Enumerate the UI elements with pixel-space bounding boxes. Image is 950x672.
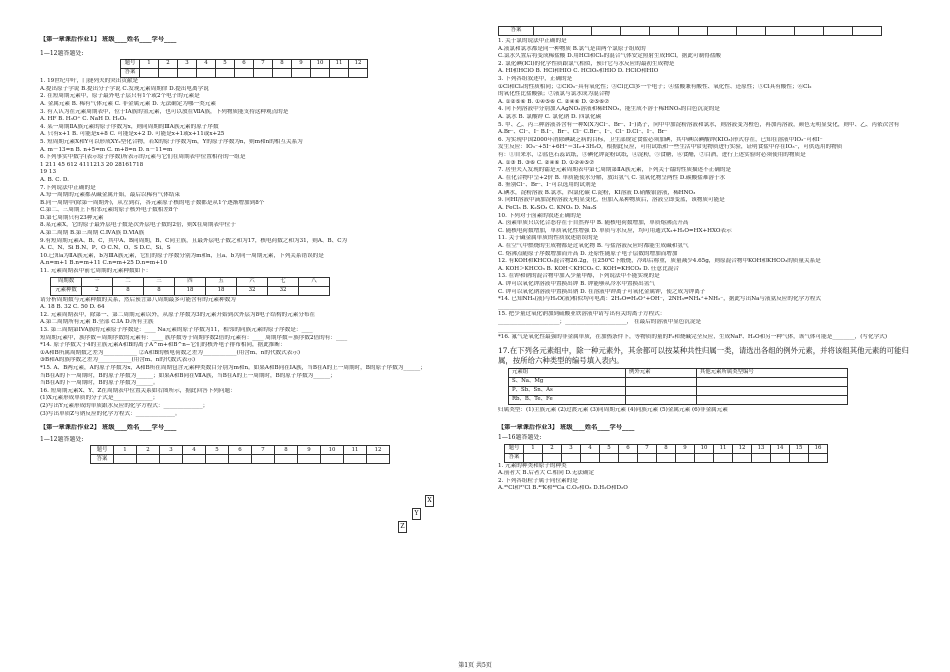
- period-table-cell: 2: [82, 286, 113, 295]
- hw2-answer-cell[interactable]: [367, 455, 390, 464]
- hw3-table-header-cell: 16: [809, 444, 828, 453]
- q17-answer-cell[interactable]: [696, 386, 847, 395]
- question-line: ①A和B所属周期数之差为____________ ②A和B的核电荷数之差为____________(用含m、n的代数式表示): [40, 349, 301, 356]
- right-questions: [498, 38, 916, 342]
- hw1-table-header-cell: 12: [349, 60, 368, 69]
- top-answer-cell[interactable]: [563, 27, 592, 36]
- hw2-table-header-cell: 1: [114, 446, 137, 455]
- hw3-answer-cell[interactable]: [562, 453, 581, 462]
- question-line: 13. 在钾和钠的混合物中加入少量甲醇，下列说法中不能实现的是: [498, 273, 660, 280]
- hw3-answer-cell[interactable]: [600, 453, 619, 462]
- question-line: 10.已知a为ⅡA族元素，b为ⅢA族元素，它们的原子序数分别为m和n，且a、b为同一周期元素，下列关系错误的是: [40, 252, 324, 259]
- hw2-table-header-cell: 8: [275, 446, 298, 455]
- question-line: C. 随核电荷数增加，单质氧化性增强 D. 单质与水反应，均可用通式X₂+H₂O=HX+HXO表示: [498, 227, 732, 234]
- element-box-z: Z: [398, 521, 407, 533]
- question-line: A. 氯水 B. 氯酸钾 C. 氯化钠 D. 四氯化碳: [498, 113, 602, 120]
- hw3-answer-cell[interactable]: [676, 453, 695, 462]
- hw3-answer-cell[interactable]: [581, 453, 600, 462]
- question-line: (3)写出单质Z与钠反应的化学方程式：______________。: [40, 410, 181, 417]
- hw2-answer-cell[interactable]: [160, 455, 183, 464]
- period-table-cell: [299, 286, 330, 295]
- period-table-cell: 18: [206, 286, 237, 295]
- question-line: 1. 关于氯的说法中正确的是: [498, 38, 567, 44]
- period-table-cell: 8: [144, 286, 175, 295]
- hw3-table-header-cell: 15: [790, 444, 809, 453]
- hw2-header: 【第一章课后作业2】 班级____姓名____学号____: [40, 424, 177, 432]
- top-answer-cell[interactable]: [592, 27, 621, 36]
- question-line: 11. 关于碱金属单质的性质叙述错误的是: [498, 235, 599, 242]
- question-line: ③B和A的族序数之差为____________(用含m、n的代数式表示): [40, 357, 196, 364]
- hw2-table-header-cell: 9: [298, 446, 321, 455]
- hw1-answer-label: 答案: [121, 69, 140, 78]
- question-line: 4. 某一周期ⅡA族元素的原子序数为x，则同周期的ⅢA族元素的原子序数: [40, 123, 219, 130]
- hw1-table-header-cell: 题号: [121, 60, 140, 69]
- q17-table-header-cell: 例外元素: [626, 368, 697, 377]
- hw3-answer-cell[interactable]: [695, 453, 714, 462]
- question-line: 13. 第三周期第IVA族的元素原子序数是：____ Na元素的原子序数为11，相邻的同族元素的原子序数是：____: [40, 327, 313, 333]
- hw3-table-header-cell: 10: [695, 444, 714, 453]
- hw2-answer-cell[interactable]: [252, 455, 275, 464]
- hw1-table-header-cell: 2: [159, 60, 178, 69]
- question-17: 17.在下列各元素组中，除一种元素外，其余都可以按某种共性归属一类，请选出各组的例外元素，并将该组其他元素的可能归属，按所给六种类型的编号填入表内。: [498, 345, 909, 365]
- hw1-answer-cell[interactable]: [330, 69, 349, 78]
- question-line: ________________________________________: [498, 303, 610, 310]
- hw3-answer-cell[interactable]: [714, 453, 733, 462]
- q17-table-row: [509, 377, 848, 386]
- top-answer-cell[interactable]: [621, 27, 650, 36]
- hw2-answer-title: 1—12题答题处:: [40, 435, 84, 443]
- hw3-table-header-cell: 7: [638, 444, 657, 453]
- q17-table-header-cell: 元素组: [509, 368, 626, 377]
- question-line: 12. 有KOH和KHCO₃混合物26.2g，在250℃下煅烧，冷却后称重，质量减少4.65g，则原混合物中KOH和KHCO₃的质量关系是: [498, 258, 821, 265]
- question-line: ____________________: [498, 326, 554, 333]
- period-table-header-cell: 一: [82, 277, 113, 286]
- hw2-answer-label: 答案: [91, 455, 114, 464]
- question-line: 9.有短周期元素A、B、C，其中A、B同周期，B、C同主族，且最外层电子数之和为17，核电荷数之和为31，则A、B、C为: [40, 237, 348, 244]
- hw3-table-header-cell: 12: [733, 444, 752, 453]
- hw1-answer-cell[interactable]: [140, 69, 159, 78]
- hw1-table-header-cell: 8: [273, 60, 292, 69]
- question-line: C.第二、三周期上下相邻元素的原子核外电子数相差8个: [40, 207, 179, 214]
- question-line: 5. 甲、乙、丙三种溶液各含有一种X(X为Cl⁻、Br⁻、I⁻)离子，向甲中加淀粉溶液和氯水，则溶液变为橙色，再加丙溶液，颜色无明显变化，则甲、乙、丙依次含有: [498, 121, 900, 128]
- hw3-answer-cell[interactable]: [657, 453, 676, 462]
- hw3-header: 【第一章课后作业3】 班级____姓名____学号____: [498, 424, 635, 432]
- hw1-questions: [40, 78, 456, 275]
- hw2-answer-table: [90, 445, 390, 464]
- question-line: 2. 氯化碘(ICl)的化学性质跟氯气相似，预计它与水反应的最初生成物是: [498, 60, 675, 67]
- question-line: 当B在A的下一周期时，B的原子序数为______；如果A和B同在ⅦA族，当B在A的上一周期时，B的原子序数为______；: [40, 372, 336, 379]
- question-line: A. B. C. D.: [40, 176, 69, 183]
- question-line: 15. 把少量过氧化钠加到硫酸亚铁溶液中请写出有关的离子方程式：: [498, 311, 666, 318]
- question-line: A. 金属元素 B. 稀有气体元素 C. 非金属元素 D. 无法确定为哪一类元素: [40, 100, 216, 107]
- question-line: 3. 下列各组叙述中，正确的是: [498, 75, 573, 82]
- question-line: A. m－13=n B. n+5=m C. m+8=n D. n－11=m: [40, 146, 173, 153]
- top-answer-cell[interactable]: [853, 27, 882, 36]
- hw1-answer-cell[interactable]: [254, 69, 273, 78]
- hw3-answer-cell[interactable]: [809, 453, 828, 462]
- question-line: 当B在A的下一周期时，B的原子序数为______。: [40, 380, 159, 387]
- hw1-header: 【第一章课后作业1】 班级____姓名____学号____: [40, 36, 177, 43]
- hw2-answer-cell[interactable]: [137, 455, 160, 464]
- period-table-cell: 元素种数: [51, 286, 82, 295]
- hw3-table-header-cell: 5: [600, 444, 619, 453]
- question-line: A.第二周期 B.第三周期 C.ⅣA族 D.ⅥA族: [40, 230, 145, 237]
- right-column: [498, 0, 916, 493]
- hw1-table-header-cell: 5: [216, 60, 235, 69]
- hw3-table-header-cell: 6: [619, 444, 638, 453]
- top-answer-cell[interactable]: [737, 27, 766, 36]
- hw2-table-header-cell: 题号: [91, 446, 114, 455]
- hw3-table-header-cell: 3: [562, 444, 581, 453]
- top-answer-row: [498, 26, 882, 36]
- hw3-answer-cell[interactable]: [638, 453, 657, 462]
- top-answer-cell[interactable]: [766, 27, 795, 36]
- hw3-table-header-cell: 题号: [505, 444, 524, 453]
- question-line: (2)写出Y元素形成的单质跟水反应的化学方程式：______________；: [40, 402, 209, 409]
- hw1-answer-cell[interactable]: [178, 69, 197, 78]
- q17-element-group: P、Sb、Sn、As: [509, 386, 626, 395]
- hw1-table-header-cell: 10: [311, 60, 330, 69]
- period-table-header-cell: 八: [299, 277, 330, 286]
- question-line: *14. 已知NH₃(液)与H₂O(液)相似均可电离：2H₂O⇌H₃O⁺+OH⁻，2NH₃⇌NH₄⁺+NH₂⁻，据此写出Na与液氨反应的化学方程式: [498, 296, 821, 303]
- question-line: 4. 向下列溶液中分别加入AgNO₃溶液和稀HNO₃，能生成不溶于稀HNO₃的白色沉淀的是: [498, 106, 720, 113]
- hw3-answer-table: [504, 444, 828, 463]
- page-footer: 第1页 共5页: [458, 662, 492, 669]
- question-line: A.³⁵Cl和³⁷Cl B.⁴⁰K和⁴⁰Ca C.O₂和O₃ D.H₂O和D₂O: [498, 485, 628, 492]
- hw2-table-header-cell: 3: [160, 446, 183, 455]
- question-line: (1)X元素形成单质的分子式是______________；: [40, 395, 159, 402]
- top-answer-label: 答案: [499, 27, 534, 36]
- q17-answer-cell[interactable]: [626, 386, 697, 395]
- hw3-answer-cell[interactable]: [524, 453, 543, 462]
- question-line: A.第二周期所有元素 B.全部 C.IA D.所有主族: [40, 319, 154, 326]
- question-line: 2. 下列各组粒子属于同位素的是: [498, 477, 578, 484]
- question-line: *14. 原子序数大于4的主族元素A和B的离子A^m+和B^n−它们的核外电子排布相同，据此推断：: [40, 342, 286, 349]
- hw1-answer-cell[interactable]: [159, 69, 178, 78]
- period-table-header-cell: 四: [175, 277, 206, 286]
- hw2-answer-cell[interactable]: [229, 455, 252, 464]
- q17-answer-cell[interactable]: [626, 377, 697, 386]
- question-line: A. 在化合物中呈+2价 B. 单质能使水分解，放出氢气 C. 氢氧化物呈两性 D.碳酸盐难溶于水: [498, 174, 726, 181]
- hw1-table-header-cell: 4: [197, 60, 216, 69]
- question-line: ①Cl和Cl₂的性质相同；②ClO₃⁻具有氧化性；③Cl比Cl多一个电子；④盐酸兼有酸性、氧化性、还原性；⑤Cl具有酸性；⑥Cl₂: [498, 83, 812, 90]
- question-line: 11. 元素周期表中前七周期的元素种数如下：: [40, 268, 152, 275]
- question-line: 10. 下列对于卤素的叙述正确的是: [498, 212, 582, 219]
- hw3-answer-label: 答案: [505, 453, 524, 462]
- question-line: *16. 氟气是氧化性最强的非金属单质，在加热条件下，等物质的量的F₂和烧碱完全反应，生成NaF、H₂O和另一种气体，该气体可能是________，(写化学式): [498, 334, 887, 341]
- question-line: 8. 鉴别Cl⁻、Br⁻、I⁻可以选用的试剂是: [498, 182, 597, 189]
- question-line: 19 13: [40, 169, 57, 176]
- question-line: A. HF B. H₃O⁺ C. NaH D. H₂O₂: [40, 116, 127, 123]
- period-table: [50, 277, 330, 296]
- question-line: *15. A、B两元素，A的原子序数为x，A和B所在周期包含元素种类数目分别为m和n。如果A和B同在IA族，当B在A的上一周期时，B的原子序数为______；: [40, 364, 426, 371]
- hw1-table-header-cell: 11: [330, 60, 349, 69]
- hw1-table-header-cell: 6: [235, 60, 254, 69]
- hw3-questions: [498, 463, 916, 493]
- hw3-answer-cell[interactable]: [543, 453, 562, 462]
- question-line: D.第七周期只有23种元素: [40, 214, 104, 221]
- top-answer-cell[interactable]: [795, 27, 824, 36]
- question-line: A. 18 B. 32 C. 50 D. 64: [40, 304, 105, 311]
- question-line: 请分析周期数与元素种数的关系，然后预言第八周期最多可能含有的元素种数为: [40, 296, 236, 303]
- hw1-answer-cell[interactable]: [273, 69, 292, 78]
- question-line: 3. 有人认为在元素周期表中，位于ⅠA族的氢元素，也可以放在ⅦA族，下列物质能支持这种观点的是: [40, 108, 289, 115]
- hw2-table-header-cell: 11: [344, 446, 367, 455]
- question-line: C.氯水久置后将变成稀盐酸 D.用HCl和Cl₂的混合气体安定照射生成HCl，据此可制得盐酸: [498, 53, 721, 60]
- question-line: A. FeCl₃ B. K₂SO₃ C. KNO₃ D. Na₂S: [498, 205, 597, 212]
- hw1-table-header-cell: 3: [178, 60, 197, 69]
- question-line: A.前者大 B.后者大 C.相同 D.无法确定: [498, 470, 595, 477]
- question-line: A.液氯和氯水都是同一种物质 B.氯气是由两个氯原子组成的: [498, 45, 646, 52]
- hw2-table-header-cell: 5: [206, 446, 229, 455]
- hw2-answer-cell[interactable]: [344, 455, 367, 464]
- hw3-answer-cell[interactable]: [619, 453, 638, 462]
- period-table-cell: 32: [237, 286, 268, 295]
- hw3-table-header-cell: 4: [581, 444, 600, 453]
- question-line: 8.某元素X，它的原子最外层电子数是次外层电子数的2倍，则X在周期表中位于: [40, 222, 236, 229]
- question-line: 的氧化性比盐酸强；⑦液氯与氯水成为混合物: [498, 91, 610, 98]
- question-line: A. 在空气中燃烧的生成物都是过氧化物 B. 与盐溶液反应时都能生成碱和氢气: [498, 243, 689, 250]
- question-line: 6. 为实现中国2000年消除碘缺乏病的目标，卫生部规定食盐必须加碘，其中碘以碘酸钾(KIO₃)形式存在，已知在溶液中IO₃⁻可和I⁻: [498, 136, 823, 143]
- hw3-table-header-cell: 1: [524, 444, 543, 453]
- period-table-header-cell: 七: [268, 277, 299, 286]
- period-table-header-cell: 二: [113, 277, 144, 286]
- q17-types: 归属类型：(1)主族元素 (2)过渡元素 (3)同周期元素 (4)同族元素 (5)金属元素 (6)非金属元素: [498, 406, 728, 413]
- question-line: A. C、N、Si B.N、P、O C.N、O、S D.C、Si、S: [40, 245, 171, 252]
- hw2-answer-cell[interactable]: [275, 455, 298, 464]
- question-line: 6.下列事实中数字(表示原子序数)所表示的元素与它们在周期表中位置相符的一组是: [40, 154, 246, 161]
- question-line: C. 钾可以氧化钠溶液中置换出钠 D. 在溶液中钾离子可氧化金属钾，使之成为钾离子: [498, 288, 706, 295]
- hw1-table-header-cell: 1: [140, 60, 159, 69]
- hw2-table-header-cell: 6: [229, 446, 252, 455]
- question-line: 2. 在短周期元素中，原子最外电子层只有1个或2个电子的元素是: [40, 93, 200, 100]
- question-line: 9. 向HI溶液中滴加淀粉溶液无明显变化，但加入某种物质后，溶液立即变蓝，该物质可能是: [498, 197, 725, 204]
- left-column: [40, 0, 456, 464]
- hw3-table-header-cell: 9: [676, 444, 695, 453]
- q17-answer-cell[interactable]: [696, 377, 847, 386]
- question-line: 5. 短周期元素X和Y可以形成XY₂型化合物，若X的原子序数为m，Y的原子序数为n，则m和n的相互关系为: [40, 138, 303, 145]
- period-table-cell: 18: [175, 286, 206, 295]
- question-line: A.Br⁻、Cl⁻、I⁻ B.I⁻、Br⁻、Cl⁻ C.Br⁻、I⁻、Cl⁻ D.Cl⁻、I⁻、Br⁻: [498, 129, 668, 136]
- question-line: A. ①②⑤⑥ B. ①④⑤⑥ C. ②④⑥ D. ②⑤⑥⑦: [498, 98, 610, 105]
- question-line: 16. 短周期元素X、Y、Z在周期表中位置关系如右图所示，据此回答下列问题：: [40, 387, 236, 394]
- q17-element-group: S、Na、Mg: [509, 377, 626, 386]
- question-line: A. 钾可以氧化钾溶液中置换出钾 B. 钾能够从冷水中置换出氢气: [498, 281, 655, 287]
- question-line: A.提出原子学说 B.提出分子学说 C.发现元素周期律 D.提出电离学说: [40, 85, 209, 92]
- q17-table-header-cell: 其他元素所属类型编号: [696, 368, 847, 377]
- hw1-table-header-cell: 7: [254, 60, 273, 69]
- hw3-answer-cell[interactable]: [752, 453, 771, 462]
- q17-answer-cell[interactable]: [696, 395, 847, 404]
- hw1-questions-cont: [40, 297, 456, 419]
- hw3-table-header-cell: 14: [771, 444, 790, 453]
- hw1-answer-cell[interactable]: [216, 69, 235, 78]
- question-line: 1 211 45 612 4111213 20 28161718: [40, 161, 144, 168]
- period-table-header-cell: 六: [237, 277, 268, 286]
- question-line: A. 只有x+1 B. 可能是x+8 C. 可能是x+2 D. 可能是x+1或x+11或x+25: [40, 131, 225, 138]
- hw2-answer-cell[interactable]: [321, 455, 344, 464]
- hw2-table-header-cell: 12: [367, 446, 390, 455]
- question-line: A. 卤素单质只以化合态存在于自然界中 B. 随核电荷数增加，单质熔沸点升高: [498, 220, 689, 227]
- hw3-answer-cell[interactable]: [733, 453, 752, 462]
- hw2-table-header-cell: 2: [137, 446, 160, 455]
- hw2-answer-cell[interactable]: [114, 455, 137, 464]
- question-line: A.每一周期的元素都从碱金属开始，最后以稀有气体结束: [40, 192, 181, 199]
- hw2-table-header-cell: 10: [321, 446, 344, 455]
- q17-element-group: Rb、B、Te、Fe: [509, 395, 626, 404]
- question-line: A. HI和HClO B. HCl和HIO C. HClO₃和HIO D. HClO和HIO: [498, 68, 659, 75]
- q17-table-row: [509, 386, 848, 395]
- question-line: 7.下列说法中正确的是: [40, 184, 96, 191]
- hw1-answer-cell[interactable]: [311, 69, 330, 78]
- question-line: B.同一周期中(除第一周期外)，从左到右，各元素原子核的电子数都是从1个逐渐增加到8个: [40, 199, 265, 206]
- hw2-table-header-cell: 7: [252, 446, 275, 455]
- top-answer-cell[interactable]: [679, 27, 708, 36]
- question-line: 有：①自来水，②蓝色石蕊试纸，③碘化钾淀粉试纸，④淀粉，⑤食糖，⑥食醋，⑦白酒，进行上述实验时必须使用的物质是: [498, 151, 806, 158]
- hw1-answer-cell[interactable]: [292, 69, 311, 78]
- top-answer-cell[interactable]: [534, 27, 563, 36]
- question-line: A. KOH＞KHCO₃ B. KOH＜KHCO₃ C. KOH=KHCO₃ D. 任意比混合: [498, 265, 679, 272]
- element-box-y: Y: [412, 508, 421, 520]
- period-table-header-cell: 三: [144, 277, 175, 286]
- hw3-answer-cell[interactable]: [771, 453, 790, 462]
- period-table-cell: 32: [268, 286, 299, 295]
- hw2-answer-cell[interactable]: [183, 455, 206, 464]
- question-line: 12. 元素周期表中，除第一、第二周期元素以外，从原子序数为3的元素开始到次外层为8电子结构的元素分布在: [40, 311, 316, 318]
- q17-table: [508, 368, 848, 405]
- hw1-answer-title: 1—12题答题处:: [40, 49, 84, 57]
- question-line: 短周期元素中，族序数＝周期序数的元素有：____ 族序数等于周期序数2倍的元素有：____ 周期序数＝族序数2倍的有：____: [40, 334, 348, 341]
- question-line: 1. 元素的种类和原子的种类: [498, 462, 567, 469]
- hw3-table-header-cell: 2: [543, 444, 562, 453]
- hw3-answer-title: 1—16题答题处:: [498, 433, 542, 441]
- hw3-answer-cell[interactable]: [790, 453, 809, 462]
- question-line: A.碘水，淀粉溶液 B.氯水，四氯化碳 C.淀粉，KI溶液 D.硝酸银溶液，稀HNO₃: [498, 189, 696, 196]
- hw1-answer-cell[interactable]: [235, 69, 254, 78]
- q17-answer-cell[interactable]: [626, 395, 697, 404]
- top-answer-cell[interactable]: [824, 27, 853, 36]
- question-line: 7. 居里夫人发现的镭是元素周期表中第七周期第ⅡA族元素，下列关于镭的性质描述不正确的是: [498, 167, 732, 174]
- hw3-table-header-cell: 8: [657, 444, 676, 453]
- hw1-answer-table: [120, 59, 368, 78]
- hw1-table-header-cell: 9: [292, 60, 311, 69]
- question-line: C. 熔沸点随原子序数增加而升高 D. 还原性随原子电子层数的增加而增加: [498, 250, 678, 257]
- q17-table-row: [509, 395, 848, 404]
- question-line: ______________________；______________________， 在最后的溶液中显色沉淀是: [498, 318, 702, 325]
- question-line: A.n=m+1 B.n=m+11 C.n=m+25 D.n=m+10: [40, 260, 167, 267]
- top-answer-cell[interactable]: [650, 27, 679, 36]
- hw1-answer-cell[interactable]: [349, 69, 368, 78]
- hw3-table-header-cell: 11: [714, 444, 733, 453]
- period-table-cell: 8: [113, 286, 144, 295]
- question-line: A. ①③ B. ③⑥ C. ②④⑥ D. ①②④⑤⑦: [498, 159, 595, 166]
- hw2-answer-cell[interactable]: [206, 455, 229, 464]
- top-answer-cell[interactable]: [708, 27, 737, 36]
- question-line: 1. 19世纪中叶，门捷列夫的突出贡献是: [40, 78, 139, 85]
- hw1-answer-cell[interactable]: [197, 69, 216, 78]
- hw2-table-header-cell: 4: [183, 446, 206, 455]
- question-line: 发生反应：IO₃⁻+5I⁻+6H⁺＝3I₂+3H₂O，根据此反应，可用试纸和一些生活中常见物质进行实验，证明食盐中存在IO₃⁻，可供选用的物质: [498, 144, 843, 151]
- element-box-x: X: [425, 495, 434, 507]
- period-table-header-cell: 周期数: [51, 277, 82, 286]
- hw2-answer-cell[interactable]: [298, 455, 321, 464]
- hw3-table-header-cell: 13: [752, 444, 771, 453]
- period-table-header-cell: 五: [206, 277, 237, 286]
